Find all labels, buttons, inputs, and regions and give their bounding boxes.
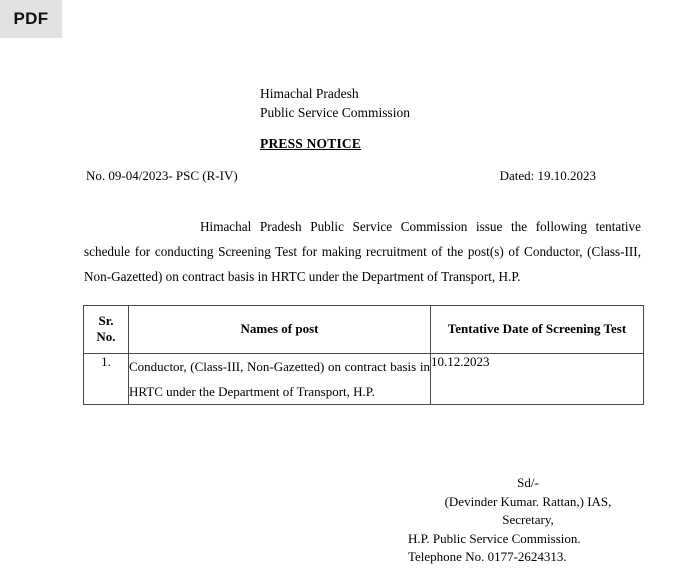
document-masthead xyxy=(260,84,410,122)
body-paragraph: Himachal Pradesh Public Service Commission issue the following tentative schedule for conducting Screening Test for making recruitment of the post(s) of Conductor, (Class-III, Non-Gazetted) on contract basis in HRTC under the Department of Transport, H.P. xyxy=(84,219,641,284)
cell-tentative-date: 10.12.2023 xyxy=(431,354,644,405)
reference-number: No. 09-04/2023- PSC (R-IV) xyxy=(86,168,238,183)
column-header-tentative-date: Tentative Date of Screening Test xyxy=(431,306,644,354)
signature-designation: Secretary, xyxy=(502,512,554,527)
reference-date: Dated: 19.10.2023 xyxy=(499,168,596,183)
signature-name: (Devinder Kumar. Rattan,) IAS, xyxy=(444,493,612,509)
signature-telephone: Telephone No. 0177-2624313. xyxy=(408,549,567,564)
table-row xyxy=(84,354,644,405)
masthead-line-1: Himachal Pradesh xyxy=(260,86,359,101)
signature-sd: Sd/- xyxy=(517,475,539,490)
signature-organisation: H.P. Public Service Commission. xyxy=(408,530,581,546)
masthead-line-2: Public Service Commission xyxy=(260,105,410,120)
screening-test-schedule-table xyxy=(83,305,644,405)
column-header-sr-no: Sr. No. xyxy=(84,306,129,354)
column-header-names-of-post: Names of post xyxy=(129,306,431,354)
document-title: PRESS NOTICE xyxy=(260,136,362,151)
reference-line xyxy=(86,168,596,184)
pdf-badge-label: PDF xyxy=(13,9,49,28)
signature-block xyxy=(408,474,648,567)
cell-name-of-post: Conductor, (Class-III, Non-Gazetted) on contract basis in HRTC under the Department of Transport, H.P. xyxy=(129,354,431,405)
cell-sr-no: 1. xyxy=(84,354,129,405)
table-header-row xyxy=(84,306,644,354)
